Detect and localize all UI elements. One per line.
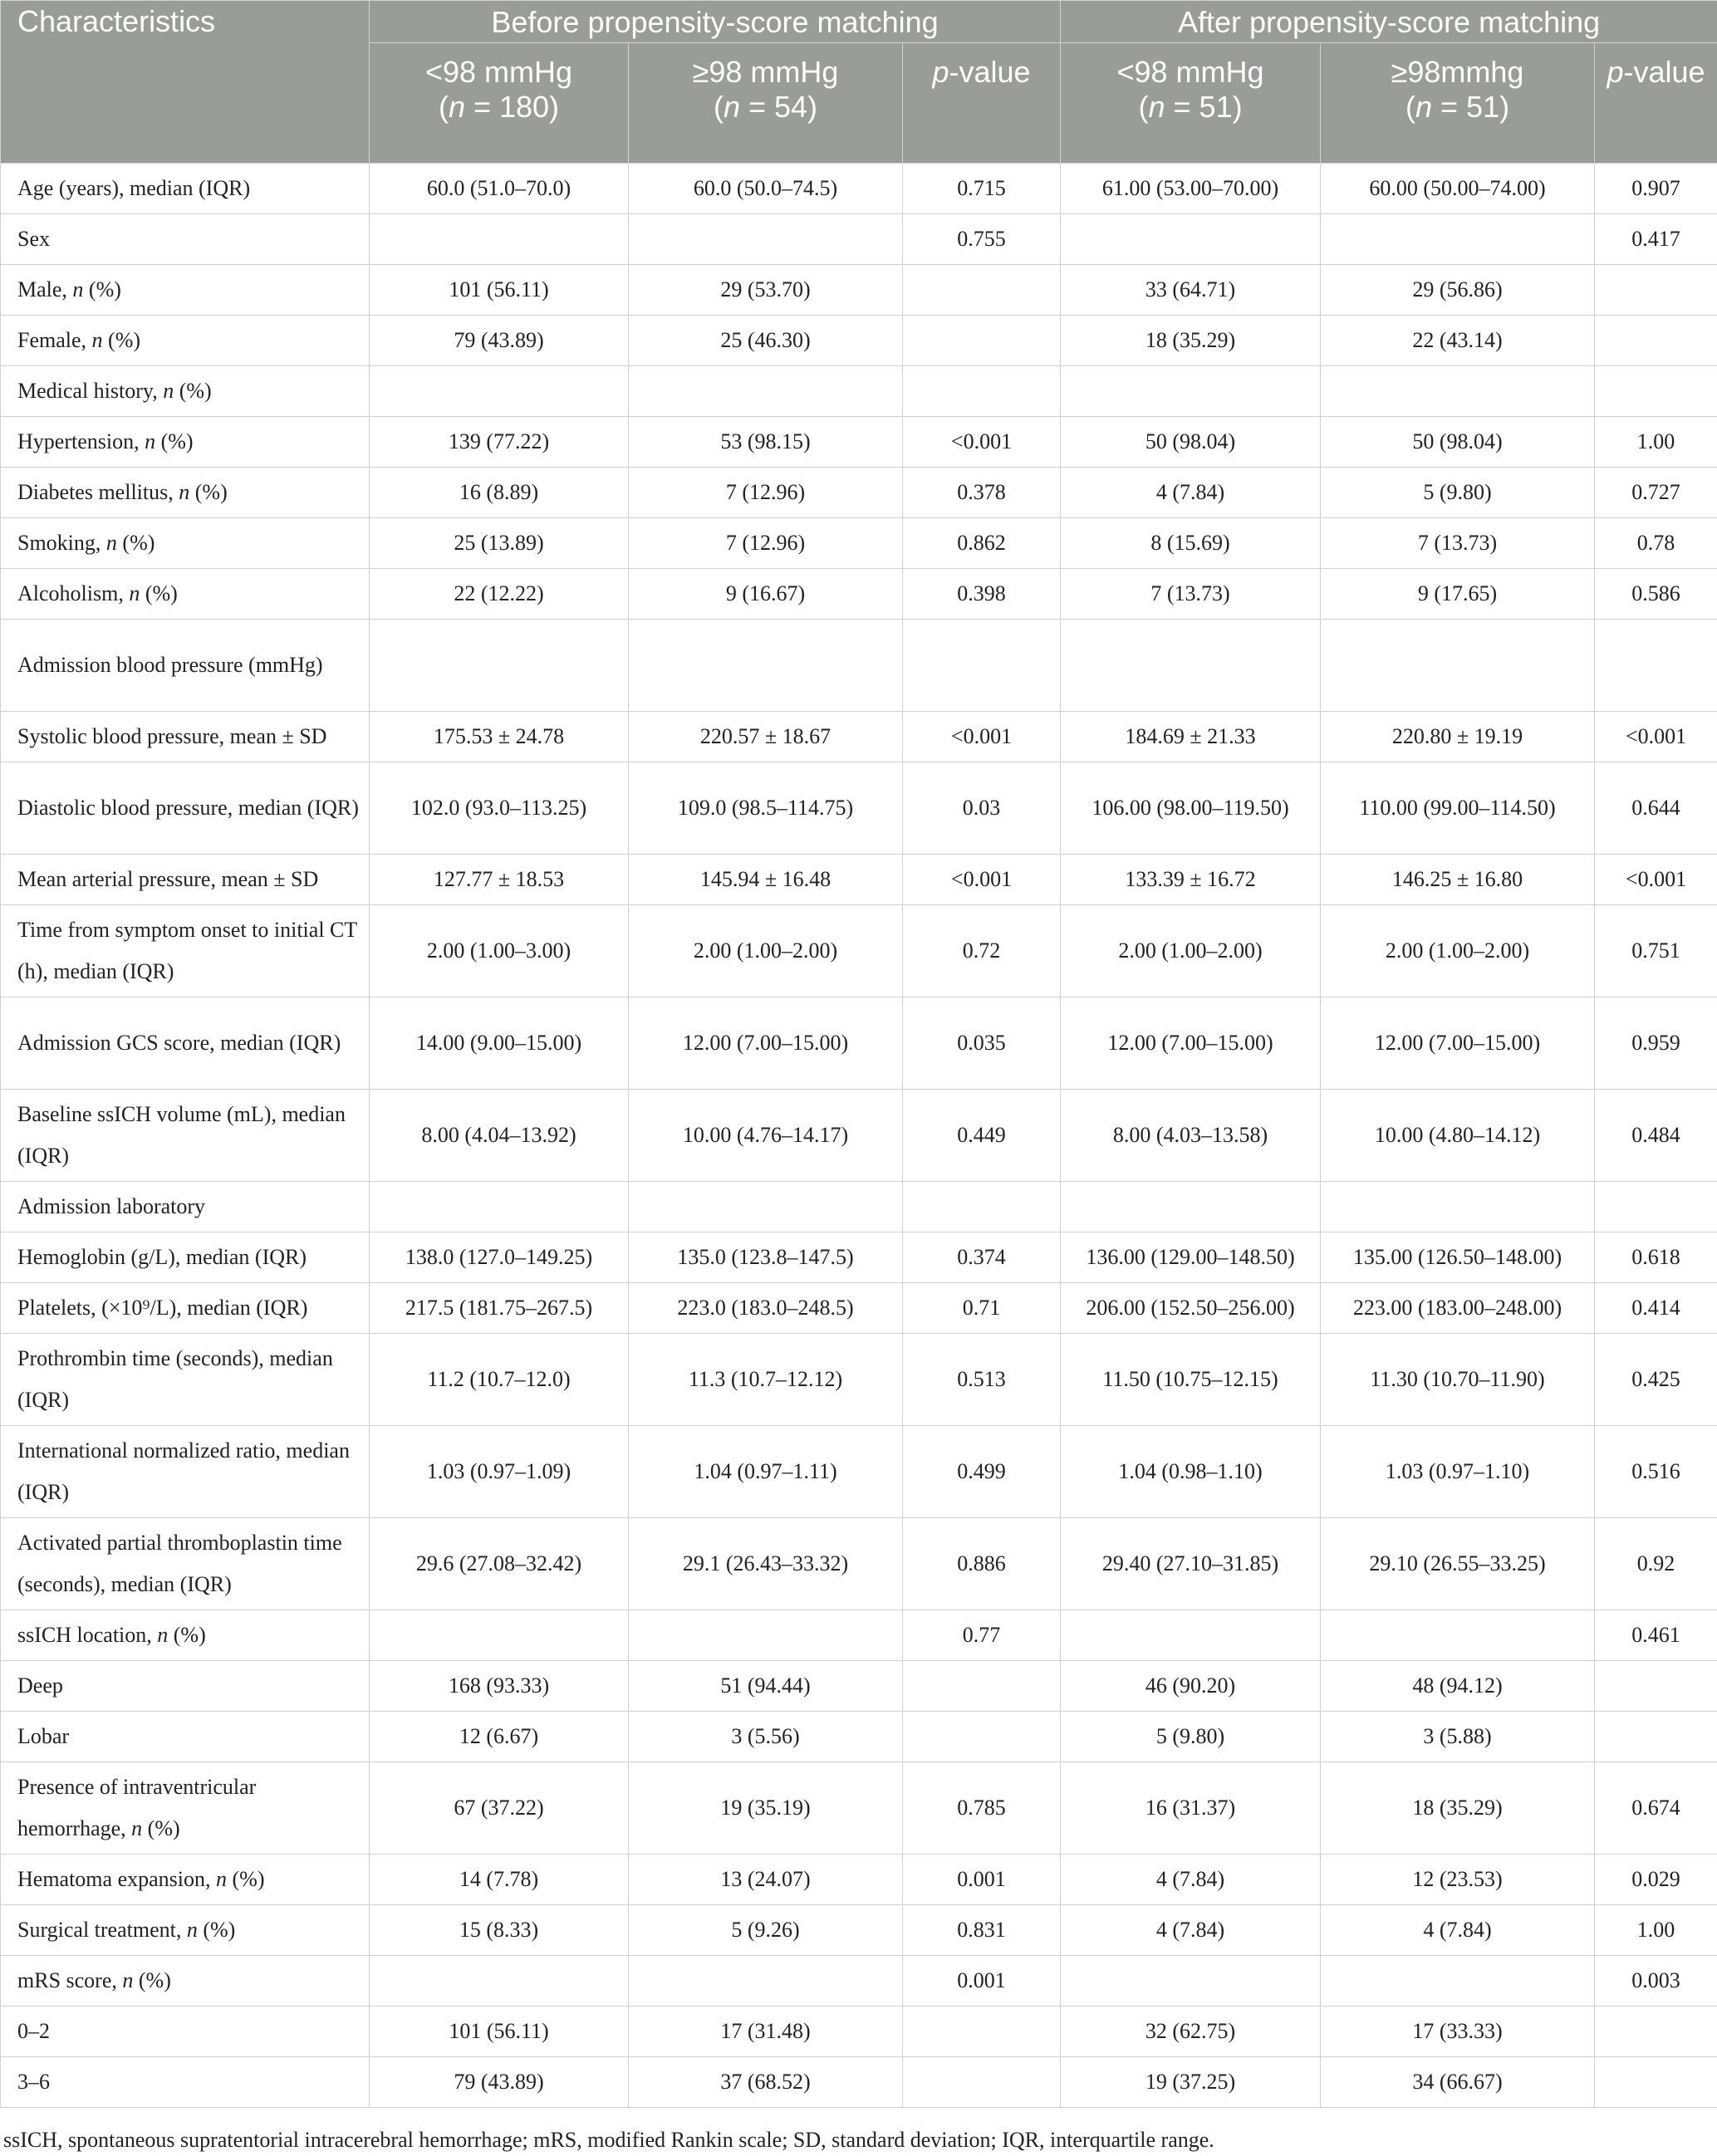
row-label: Deep bbox=[1, 1661, 370, 1712]
cell-after-high: 34 (66.67) bbox=[1321, 2057, 1595, 2108]
cell-after-low: 16 (31.37) bbox=[1061, 1762, 1321, 1855]
cell-before-low: 11.2 (10.7–12.0) bbox=[370, 1334, 629, 1426]
cell-pvalue-before bbox=[903, 1182, 1061, 1232]
table-row bbox=[1, 762, 1717, 855]
row-label: Smoking, n (%) bbox=[1, 518, 370, 569]
cell-before-low: 102.0 (93.0–113.25) bbox=[370, 762, 629, 855]
cell-before-high bbox=[629, 1956, 903, 2007]
table-row bbox=[1, 1426, 1717, 1518]
cell-after-low: 29.40 (27.10–31.85) bbox=[1061, 1518, 1321, 1610]
cell-after-high: 2.00 (1.00–2.00) bbox=[1321, 905, 1595, 997]
cell-before-low: 127.77 ± 18.53 bbox=[370, 855, 629, 905]
cell-before-high: 29.1 (26.43–33.32) bbox=[629, 1518, 903, 1610]
cell-before-low: 25 (13.89) bbox=[370, 518, 629, 569]
cell-pvalue-before: 0.449 bbox=[903, 1090, 1061, 1182]
cell-pvalue-before bbox=[903, 366, 1061, 417]
table-row bbox=[1, 164, 1717, 214]
cell-before-high: 220.57 ± 18.67 bbox=[629, 712, 903, 762]
cell-pvalue-before: 0.03 bbox=[903, 762, 1061, 855]
row-label: Baseline ssICH volume (mL), median (IQR) bbox=[1, 1090, 370, 1182]
table-row bbox=[1, 265, 1717, 316]
cell-after-low: 61.00 (53.00–70.00) bbox=[1061, 164, 1321, 214]
cell-after-low bbox=[1061, 620, 1321, 712]
cell-after-low: 2.00 (1.00–2.00) bbox=[1061, 905, 1321, 997]
cell-after-low: 11.50 (10.75–12.15) bbox=[1061, 1334, 1321, 1426]
row-label: Platelets, (×10⁹/L), median (IQR) bbox=[1, 1283, 370, 1334]
row-label: Activated partial thromboplastin time (seconds), median (IQR) bbox=[1, 1518, 370, 1610]
cell-after-high: 22 (43.14) bbox=[1321, 316, 1595, 366]
table-row bbox=[1, 1182, 1717, 1232]
cell-pvalue-before bbox=[903, 620, 1061, 712]
cell-before-high: 145.94 ± 16.48 bbox=[629, 855, 903, 905]
cell-pvalue-after: 0.644 bbox=[1595, 762, 1717, 855]
cell-pvalue-after: 0.727 bbox=[1595, 468, 1717, 518]
cell-after-high: 48 (94.12) bbox=[1321, 1661, 1595, 1712]
cell-after-low: 133.39 ± 16.72 bbox=[1061, 855, 1321, 905]
cell-after-low: 184.69 ± 21.33 bbox=[1061, 712, 1321, 762]
cell-before-high: 11.3 (10.7–12.12) bbox=[629, 1334, 903, 1426]
table-row bbox=[1, 712, 1717, 762]
cell-before-high: 7 (12.96) bbox=[629, 468, 903, 518]
header-pvalue-before: p-value bbox=[903, 43, 1061, 164]
cell-pvalue-after: 1.00 bbox=[1595, 1905, 1717, 1956]
row-label: Diastolic blood pressure, median (IQR) bbox=[1, 762, 370, 855]
cell-pvalue-before bbox=[903, 2007, 1061, 2057]
cell-after-high bbox=[1321, 366, 1595, 417]
cell-before-high: 12.00 (7.00–15.00) bbox=[629, 997, 903, 1090]
cell-after-high: 29 (56.86) bbox=[1321, 265, 1595, 316]
table-row bbox=[1, 1090, 1717, 1182]
cell-pvalue-after: 0.78 bbox=[1595, 518, 1717, 569]
cell-after-low: 7 (13.73) bbox=[1061, 569, 1321, 620]
cell-pvalue-after: 0.484 bbox=[1595, 1090, 1717, 1182]
row-label: Admission blood pressure (mmHg) bbox=[1, 620, 370, 712]
cell-before-high: 9 (16.67) bbox=[629, 569, 903, 620]
cell-after-high bbox=[1321, 1610, 1595, 1661]
cell-pvalue-after: 0.461 bbox=[1595, 1610, 1717, 1661]
cell-after-high: 60.00 (50.00–74.00) bbox=[1321, 164, 1595, 214]
row-label: Admission laboratory bbox=[1, 1182, 370, 1232]
cell-before-high: 3 (5.56) bbox=[629, 1712, 903, 1762]
row-label: International normalized ratio, median (IQR) bbox=[1, 1426, 370, 1518]
cell-before-low: 15 (8.33) bbox=[370, 1905, 629, 1956]
cell-pvalue-after: 0.003 bbox=[1595, 1956, 1717, 2007]
row-label: Hemoglobin (g/L), median (IQR) bbox=[1, 1232, 370, 1283]
header-after-high-n: (n = 51) bbox=[1405, 90, 1510, 124]
cell-pvalue-before: 0.398 bbox=[903, 569, 1061, 620]
table-row bbox=[1, 1712, 1717, 1762]
cell-after-low: 4 (7.84) bbox=[1061, 1855, 1321, 1905]
row-label: Surgical treatment, n (%) bbox=[1, 1905, 370, 1956]
cell-after-low: 206.00 (152.50–256.00) bbox=[1061, 1283, 1321, 1334]
cell-before-low bbox=[370, 1956, 629, 2007]
cell-after-high bbox=[1321, 1182, 1595, 1232]
cell-pvalue-before: 0.755 bbox=[903, 214, 1061, 265]
cell-before-low: 217.5 (181.75–267.5) bbox=[370, 1283, 629, 1334]
cell-before-low: 1.03 (0.97–1.09) bbox=[370, 1426, 629, 1518]
cell-before-high bbox=[629, 1610, 903, 1661]
row-label: Prothrombin time (seconds), median (IQR) bbox=[1, 1334, 370, 1426]
cell-after-low: 4 (7.84) bbox=[1061, 1905, 1321, 1956]
cell-after-high: 110.00 (99.00–114.50) bbox=[1321, 762, 1595, 855]
cell-after-high: 12 (23.53) bbox=[1321, 1855, 1595, 1905]
cell-after-low bbox=[1061, 1610, 1321, 1661]
cell-pvalue-before: 0.72 bbox=[903, 905, 1061, 997]
row-label: Alcoholism, n (%) bbox=[1, 569, 370, 620]
row-label: Lobar bbox=[1, 1712, 370, 1762]
cell-after-low: 8 (15.69) bbox=[1061, 518, 1321, 569]
row-label: Hypertension, n (%) bbox=[1, 417, 370, 468]
cell-pvalue-after bbox=[1595, 1182, 1717, 1232]
cell-after-high: 50 (98.04) bbox=[1321, 417, 1595, 468]
row-label: Admission GCS score, median (IQR) bbox=[1, 997, 370, 1090]
cell-pvalue-after bbox=[1595, 366, 1717, 417]
table-row bbox=[1, 620, 1717, 712]
cell-pvalue-before: 0.831 bbox=[903, 1905, 1061, 1956]
cell-after-high: 3 (5.88) bbox=[1321, 1712, 1595, 1762]
row-label: 0–2 bbox=[1, 2007, 370, 2057]
cell-pvalue-after: 1.00 bbox=[1595, 417, 1717, 468]
header-after-low-n: (n = 51) bbox=[1138, 90, 1243, 124]
cell-before-low: 14.00 (9.00–15.00) bbox=[370, 997, 629, 1090]
row-label: Hematoma expansion, n (%) bbox=[1, 1855, 370, 1905]
cell-before-high: 29 (53.70) bbox=[629, 265, 903, 316]
cell-after-low bbox=[1061, 366, 1321, 417]
cell-before-low: 79 (43.89) bbox=[370, 316, 629, 366]
cell-after-high: 135.00 (126.50–148.00) bbox=[1321, 1232, 1595, 1283]
cell-before-high: 19 (35.19) bbox=[629, 1762, 903, 1855]
cell-before-low: 60.0 (51.0–70.0) bbox=[370, 164, 629, 214]
cell-before-high: 7 (12.96) bbox=[629, 518, 903, 569]
cell-before-low: 168 (93.33) bbox=[370, 1661, 629, 1712]
cell-after-high: 12.00 (7.00–15.00) bbox=[1321, 997, 1595, 1090]
cell-after-high bbox=[1321, 214, 1595, 265]
cell-before-high: 135.0 (123.8–147.5) bbox=[629, 1232, 903, 1283]
cell-after-high: 7 (13.73) bbox=[1321, 518, 1595, 569]
table-body bbox=[1, 164, 1717, 2108]
cell-before-high: 51 (94.44) bbox=[629, 1661, 903, 1712]
table-row bbox=[1, 2057, 1717, 2108]
cell-after-low bbox=[1061, 214, 1321, 265]
table-row bbox=[1, 997, 1717, 1090]
cell-before-high bbox=[629, 620, 903, 712]
table-row bbox=[1, 1334, 1717, 1426]
cell-before-low: 79 (43.89) bbox=[370, 2057, 629, 2108]
row-label: Diabetes mellitus, n (%) bbox=[1, 468, 370, 518]
cell-before-low: 138.0 (127.0–149.25) bbox=[370, 1232, 629, 1283]
header-before-high-n: (n = 54) bbox=[713, 90, 818, 124]
cell-pvalue-before bbox=[903, 1712, 1061, 1762]
cell-pvalue-after: 0.92 bbox=[1595, 1518, 1717, 1610]
cell-before-low: 101 (56.11) bbox=[370, 2007, 629, 2057]
cell-pvalue-after: 0.959 bbox=[1595, 997, 1717, 1090]
table-row bbox=[1, 366, 1717, 417]
cell-after-high: 17 (33.33) bbox=[1321, 2007, 1595, 2057]
footnote: ssICH, spontaneous supratentorial intracerebral hemorrhage; mRS, modified Rankin scale; SD, standard deviation; IQR, interquartile range. bbox=[3, 2128, 1214, 2152]
cell-before-low: 16 (8.89) bbox=[370, 468, 629, 518]
table-row bbox=[1, 518, 1717, 569]
cell-after-low: 5 (9.80) bbox=[1061, 1712, 1321, 1762]
cell-after-low bbox=[1061, 1956, 1321, 2007]
cell-before-high: 60.0 (50.0–74.5) bbox=[629, 164, 903, 214]
cell-pvalue-after bbox=[1595, 620, 1717, 712]
table-row bbox=[1, 1905, 1717, 1956]
cell-after-low: 1.04 (0.98–1.10) bbox=[1061, 1426, 1321, 1518]
table-row bbox=[1, 417, 1717, 468]
cell-after-high bbox=[1321, 620, 1595, 712]
cell-pvalue-after: 0.414 bbox=[1595, 1283, 1717, 1334]
cell-after-high bbox=[1321, 1956, 1595, 2007]
cell-before-low: 101 (56.11) bbox=[370, 265, 629, 316]
cell-pvalue-after bbox=[1595, 1712, 1717, 1762]
cell-before-high: 25 (46.30) bbox=[629, 316, 903, 366]
cell-pvalue-after: 0.674 bbox=[1595, 1762, 1717, 1855]
cell-before-high: 223.0 (183.0–248.5) bbox=[629, 1283, 903, 1334]
row-label: Medical history, n (%) bbox=[1, 366, 370, 417]
cell-after-low: 50 (98.04) bbox=[1061, 417, 1321, 468]
cell-pvalue-after bbox=[1595, 1661, 1717, 1712]
cell-pvalue-after: <0.001 bbox=[1595, 855, 1717, 905]
row-label: Female, n (%) bbox=[1, 316, 370, 366]
cell-before-high bbox=[629, 1182, 903, 1232]
header-characteristics: Characteristics bbox=[1, 1, 370, 164]
cell-pvalue-before bbox=[903, 2057, 1061, 2108]
cell-after-high: 223.00 (183.00–248.00) bbox=[1321, 1283, 1595, 1334]
cell-before-low: 22 (12.22) bbox=[370, 569, 629, 620]
header-after-low-label: <98 mmHg bbox=[1116, 55, 1264, 89]
cell-pvalue-before: 0.886 bbox=[903, 1518, 1061, 1610]
header-before-high bbox=[629, 43, 903, 164]
header-group-after: After propensity-score matching bbox=[1061, 1, 1717, 43]
cell-pvalue-before: 0.785 bbox=[903, 1762, 1061, 1855]
cell-pvalue-after: 0.417 bbox=[1595, 214, 1717, 265]
cell-after-low: 106.00 (98.00–119.50) bbox=[1061, 762, 1321, 855]
cell-pvalue-before: 0.715 bbox=[903, 164, 1061, 214]
cell-pvalue-after bbox=[1595, 2007, 1717, 2057]
cell-before-low: 12 (6.67) bbox=[370, 1712, 629, 1762]
cell-pvalue-before: 0.71 bbox=[903, 1283, 1061, 1334]
cell-before-low: 8.00 (4.04–13.92) bbox=[370, 1090, 629, 1182]
cell-after-high: 10.00 (4.80–14.12) bbox=[1321, 1090, 1595, 1182]
cell-after-high: 29.10 (26.55–33.25) bbox=[1321, 1518, 1595, 1610]
cell-pvalue-before bbox=[903, 316, 1061, 366]
row-label: Male, n (%) bbox=[1, 265, 370, 316]
cell-before-high: 109.0 (98.5–114.75) bbox=[629, 762, 903, 855]
cell-before-low bbox=[370, 214, 629, 265]
row-label: Sex bbox=[1, 214, 370, 265]
cell-pvalue-after: 0.586 bbox=[1595, 569, 1717, 620]
cell-before-low bbox=[370, 620, 629, 712]
cell-after-low: 32 (62.75) bbox=[1061, 2007, 1321, 2057]
cell-after-low: 12.00 (7.00–15.00) bbox=[1061, 997, 1321, 1090]
cell-before-low: 14 (7.78) bbox=[370, 1855, 629, 1905]
cell-before-high: 10.00 (4.76–14.17) bbox=[629, 1090, 903, 1182]
cell-pvalue-before: <0.001 bbox=[903, 855, 1061, 905]
row-label: 3–6 bbox=[1, 2057, 370, 2108]
cell-after-low: 19 (37.25) bbox=[1061, 2057, 1321, 2108]
cell-pvalue-after: 0.425 bbox=[1595, 1334, 1717, 1426]
header-before-high-label: ≥98 mmHg bbox=[692, 55, 839, 89]
cell-after-high: 9 (17.65) bbox=[1321, 569, 1595, 620]
table-row bbox=[1, 1610, 1717, 1661]
cell-after-high: 5 (9.80) bbox=[1321, 468, 1595, 518]
cell-pvalue-before: 0.378 bbox=[903, 468, 1061, 518]
cell-pvalue-after: <0.001 bbox=[1595, 712, 1717, 762]
row-label: ssICH location, n (%) bbox=[1, 1610, 370, 1661]
cell-before-low: 175.53 ± 24.78 bbox=[370, 712, 629, 762]
cell-pvalue-before: 0.374 bbox=[903, 1232, 1061, 1283]
cell-pvalue-after: 0.751 bbox=[1595, 905, 1717, 997]
row-label: Systolic blood pressure, mean ± SD bbox=[1, 712, 370, 762]
header-after-low bbox=[1061, 43, 1321, 164]
cell-after-low: 46 (90.20) bbox=[1061, 1661, 1321, 1712]
table-row bbox=[1, 1518, 1717, 1610]
table-row bbox=[1, 1232, 1717, 1283]
cell-pvalue-before: 0.499 bbox=[903, 1426, 1061, 1518]
row-label: mRS score, n (%) bbox=[1, 1956, 370, 2007]
cell-after-high: 1.03 (0.97–1.10) bbox=[1321, 1426, 1595, 1518]
table-row bbox=[1, 316, 1717, 366]
row-label: Time from symptom onset to initial CT (h), median (IQR) bbox=[1, 905, 370, 997]
table-row bbox=[1, 1762, 1717, 1855]
table-row bbox=[1, 214, 1717, 265]
cell-after-low: 33 (64.71) bbox=[1061, 265, 1321, 316]
header-before-low-n: (n = 180) bbox=[438, 90, 560, 124]
cell-before-low: 29.6 (27.08–32.42) bbox=[370, 1518, 629, 1610]
cell-after-high: 4 (7.84) bbox=[1321, 1905, 1595, 1956]
cell-before-low: 139 (77.22) bbox=[370, 417, 629, 468]
header-group-before: Before propensity-score matching bbox=[370, 1, 1061, 43]
cell-before-low: 2.00 (1.00–3.00) bbox=[370, 905, 629, 997]
cell-after-low: 8.00 (4.03–13.58) bbox=[1061, 1090, 1321, 1182]
table-row bbox=[1, 1855, 1717, 1905]
cell-pvalue-before: 0.035 bbox=[903, 997, 1061, 1090]
cell-before-high: 13 (24.07) bbox=[629, 1855, 903, 1905]
cell-pvalue-after: 0.907 bbox=[1595, 164, 1717, 214]
header-after-high bbox=[1321, 43, 1595, 164]
cell-after-high: 146.25 ± 16.80 bbox=[1321, 855, 1595, 905]
cell-pvalue-after bbox=[1595, 316, 1717, 366]
table-row bbox=[1, 1661, 1717, 1712]
cell-after-high: 11.30 (10.70–11.90) bbox=[1321, 1334, 1595, 1426]
cell-pvalue-before bbox=[903, 265, 1061, 316]
table-row bbox=[1, 855, 1717, 905]
cell-pvalue-after: 0.516 bbox=[1595, 1426, 1717, 1518]
header-before-low bbox=[370, 43, 629, 164]
cell-pvalue-after bbox=[1595, 265, 1717, 316]
cell-after-low: 4 (7.84) bbox=[1061, 468, 1321, 518]
header-pvalue-after: p-value bbox=[1595, 43, 1717, 164]
cell-before-high: 5 (9.26) bbox=[629, 1905, 903, 1956]
cell-after-low: 18 (35.29) bbox=[1061, 316, 1321, 366]
row-label: Age (years), median (IQR) bbox=[1, 164, 370, 214]
cell-pvalue-before: 0.77 bbox=[903, 1610, 1061, 1661]
cell-before-high bbox=[629, 214, 903, 265]
cell-pvalue-before: 0.513 bbox=[903, 1334, 1061, 1426]
cell-before-high: 1.04 (0.97–1.11) bbox=[629, 1426, 903, 1518]
cell-before-low: 67 (37.22) bbox=[370, 1762, 629, 1855]
cell-before-low bbox=[370, 1182, 629, 1232]
table-row bbox=[1, 2007, 1717, 2057]
cell-after-high: 220.80 ± 19.19 bbox=[1321, 712, 1595, 762]
row-label: Mean arterial pressure, mean ± SD bbox=[1, 855, 370, 905]
table-row bbox=[1, 468, 1717, 518]
cell-before-high bbox=[629, 366, 903, 417]
cell-pvalue-before: <0.001 bbox=[903, 712, 1061, 762]
cell-before-low bbox=[370, 366, 629, 417]
cell-before-high: 53 (98.15) bbox=[629, 417, 903, 468]
cell-before-high: 2.00 (1.00–2.00) bbox=[629, 905, 903, 997]
cell-pvalue-after: 0.618 bbox=[1595, 1232, 1717, 1283]
cell-pvalue-after bbox=[1595, 2057, 1717, 2108]
table-row bbox=[1, 905, 1717, 997]
header-before-low-label: <98 mmHg bbox=[424, 55, 573, 89]
row-label: Presence of intraventricular hemorrhage, n (%) bbox=[1, 1762, 370, 1855]
cell-pvalue-before: <0.001 bbox=[903, 417, 1061, 468]
cell-after-low: 136.00 (129.00–148.50) bbox=[1061, 1232, 1321, 1283]
table-header bbox=[1, 1, 1717, 164]
cell-pvalue-after: 0.029 bbox=[1595, 1855, 1717, 1905]
cell-after-low bbox=[1061, 1182, 1321, 1232]
cell-before-low bbox=[370, 1610, 629, 1661]
table-row bbox=[1, 569, 1717, 620]
cell-after-high: 18 (35.29) bbox=[1321, 1762, 1595, 1855]
cell-pvalue-before: 0.862 bbox=[903, 518, 1061, 569]
cell-pvalue-before: 0.001 bbox=[903, 1956, 1061, 2007]
table-row bbox=[1, 1283, 1717, 1334]
table-row bbox=[1, 1956, 1717, 2007]
cell-before-high: 17 (31.48) bbox=[629, 2007, 903, 2057]
cell-pvalue-before bbox=[903, 1661, 1061, 1712]
cell-pvalue-before: 0.001 bbox=[903, 1855, 1061, 1905]
header-after-high-label: ≥98mmhg bbox=[1391, 55, 1524, 89]
cell-before-high: 37 (68.52) bbox=[629, 2057, 903, 2108]
